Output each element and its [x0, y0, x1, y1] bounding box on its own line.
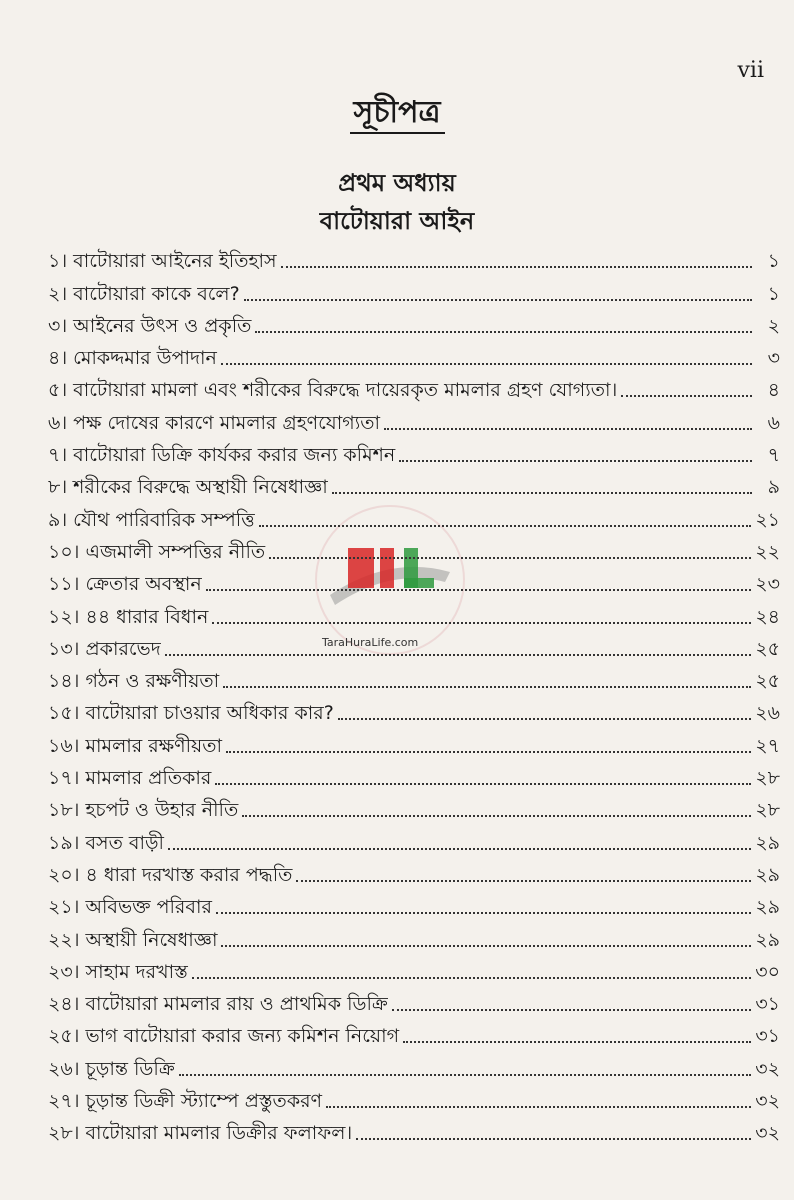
toc-entry-page: ৩০: [755, 960, 780, 983]
toc-entry-title: গঠন ও রক্ষণীয়তা: [85, 670, 220, 693]
toc-entry: [48, 694, 780, 726]
toc-entry-number: ২৫।: [48, 1025, 80, 1048]
toc-entry-number: ২১।: [48, 896, 80, 919]
toc-entry-title: বাটোয়ারা আইনের ইতিহাস: [73, 250, 277, 273]
toc-entry-title: হচপট ও উহার নীতি: [85, 799, 239, 822]
toc-entry-number: ২০।: [48, 863, 80, 886]
toc-leader-dots: [168, 848, 751, 850]
toc-entry-page: ২৪: [755, 605, 780, 628]
toc-entry-title: বাটোয়ারা মামলা এবং শরীকের বিরুদ্ধে দায়েরকৃত মামলার গ্রহণ যোগ্যতা।: [73, 379, 618, 402]
toc-leader-dots: [215, 783, 751, 785]
toc-entry-page: ৩২: [755, 1122, 780, 1145]
toc-entry-number: ১৮।: [48, 799, 80, 822]
toc-entry: [48, 565, 780, 597]
toc-entry-page: ২১: [755, 508, 780, 531]
toc-entry-title: বাটোয়ারা ডিক্রি কার্যকর করার জন্য কমিশন: [73, 444, 396, 467]
toc-entry-title: আইনের উৎস ও প্রকৃতি: [73, 314, 252, 337]
toc-entry-number: ১৭।: [48, 767, 80, 790]
toc-leader-dots: [255, 331, 752, 333]
toc-entry-number: ২৩।: [48, 960, 80, 983]
toc-entry: [48, 662, 780, 694]
toc-entry-title: ক্রেতার অবস্থান: [85, 573, 202, 596]
toc-entry-page: ২: [767, 314, 780, 337]
toc-entry-number: ২৮।: [48, 1122, 80, 1145]
toc-leader-dots: [399, 460, 752, 462]
toc-leader-dots: [281, 266, 752, 268]
toc-leader-dots: [165, 654, 752, 656]
toc-entry: [48, 759, 780, 791]
toc-entry: [48, 630, 780, 662]
toc-entry-number: ১০।: [48, 540, 80, 563]
toc-leader-dots: [269, 557, 751, 559]
toc-entry: [48, 985, 780, 1017]
toc-entry-number: ৮।: [48, 476, 68, 499]
toc-entry-number: ১৯।: [48, 831, 80, 854]
toc-entry-page: ৬: [767, 411, 780, 434]
toc-entry-number: ১৬।: [48, 734, 80, 757]
toc-leader-dots: [259, 525, 752, 527]
toc-leader-dots: [403, 1041, 751, 1043]
toc-entry-page: ২৯: [755, 863, 780, 886]
toc-leader-dots: [392, 1009, 752, 1011]
toc-entry: [48, 888, 780, 920]
page-number: vii: [737, 58, 764, 83]
toc-leader-dots: [296, 880, 751, 882]
toc-leader-dots: [338, 718, 751, 720]
page-title: [0, 88, 794, 139]
toc-entry-title: মোকদ্দমার উপাদান: [73, 347, 217, 370]
toc-entry: [48, 307, 780, 339]
toc-entry: [48, 597, 780, 629]
toc-entry-page: ২৭: [755, 734, 780, 757]
toc-entry-title: বাটোয়ারা মামলার রায় ও প্রাথমিক ডিক্রি: [85, 993, 388, 1016]
toc-entry-title: অবিভক্ত পরিবার: [85, 896, 212, 919]
toc-entry-page: ৩: [767, 347, 780, 370]
toc-entry-number: ২৬।: [48, 1057, 80, 1080]
toc-leader-dots: [332, 492, 752, 494]
toc-entry-number: ৩।: [48, 314, 68, 337]
toc-entry: [48, 242, 780, 274]
toc-entry-number: ২৪।: [48, 993, 80, 1016]
toc-entry-title: বাটোয়ারা কাকে বলে?: [73, 282, 240, 305]
watermark-text: TaraHuraLife.com: [322, 636, 419, 649]
toc-entry-number: ১।: [48, 250, 68, 273]
toc-leader-dots: [226, 751, 751, 753]
toc-entry-number: ১৩।: [48, 637, 80, 660]
toc-leader-dots: [179, 1074, 752, 1076]
toc-entry-number: ৫।: [48, 379, 68, 402]
toc-entry-page: ২৯: [755, 831, 780, 854]
toc-entry-page: ২২: [755, 540, 780, 563]
toc-entry-title: এজমালী সম্পত্তির নীতি: [85, 540, 266, 563]
toc-entry-number: ৪।: [48, 347, 68, 370]
toc-entry-title: ৪ ধারা দরখাস্ত করার পদ্ধতি: [85, 863, 293, 886]
toc-entry: [48, 274, 780, 306]
toc-entry: [48, 791, 780, 823]
toc-entry: [48, 1017, 780, 1049]
toc-entry-title: বাটোয়ারা চাওয়ার অধিকার কার?: [85, 702, 334, 725]
chapter-heading: প্রথম অধ্যায়: [338, 169, 456, 197]
toc-entry-title: সাহাম দরখাস্ত: [85, 960, 188, 983]
toc-entry-title: বসত বাড়ী: [85, 831, 164, 854]
toc-entry-page: ২৫: [755, 637, 780, 660]
toc-entry-page: ১: [767, 282, 780, 305]
toc-entry-number: ৭।: [48, 444, 68, 467]
toc-entry-title: চূড়ান্ত ডিক্রি: [85, 1057, 175, 1080]
toc-entry-number: ১২।: [48, 605, 80, 628]
toc-entry: [48, 468, 780, 500]
toc-entry-page: ৯: [767, 476, 780, 499]
toc-entry-title: মামলার রক্ষণীয়তা: [85, 734, 222, 757]
toc-entry-page: ২৩: [755, 573, 780, 596]
toc-entry-title: চূড়ান্ত ডিক্রী স্ট্যাম্পে প্রস্তুতকরণ: [85, 1090, 323, 1113]
toc-entry-title: বাটোয়ারা মামলার ডিক্রীর ফলাফল।: [85, 1122, 353, 1145]
toc-leader-dots: [221, 945, 751, 947]
toc-entry: [48, 403, 780, 435]
toc-entry-page: ২৬: [755, 702, 780, 725]
toc-entry-number: ১৪।: [48, 670, 80, 693]
toc-entry-page: ২৯: [755, 928, 780, 951]
toc-entry: [48, 920, 780, 952]
toc-entry-page: ৩১: [755, 993, 780, 1016]
toc-leader-dots: [192, 977, 752, 979]
toc-entry-number: ৯।: [48, 508, 68, 531]
toc-entry-page: ২৮: [755, 799, 780, 822]
toc-entry-title: যৌথ পারিবারিক সম্পত্তি: [73, 508, 255, 531]
toc-leader-dots: [206, 589, 752, 591]
toc-entry-page: ২৯: [755, 896, 780, 919]
toc-entry: [48, 339, 780, 371]
toc-entry: [48, 856, 780, 888]
toc-entry-title: পক্ষ দোষের কারণে মামলার গ্রহণযোগ্যতা: [73, 411, 380, 434]
toc-entry-number: ২৭।: [48, 1090, 80, 1113]
toc-entry: [48, 533, 780, 565]
section-heading: বাটোয়ারা আইন: [319, 207, 475, 235]
toc-entry: [48, 1049, 780, 1081]
toc-leader-dots: [216, 912, 751, 914]
toc-entry-number: ২।: [48, 282, 68, 305]
toc-leader-dots: [221, 363, 752, 365]
toc-entry-page: ৩২: [755, 1090, 780, 1113]
toc-entry: [48, 1082, 780, 1114]
toc-entry: [48, 953, 780, 985]
toc-entry-title: ৪৪ ধারার বিধান: [85, 605, 209, 628]
toc-leader-dots: [621, 395, 752, 397]
toc-entry-page: ৪: [767, 379, 780, 402]
toc-entry-title: শরীকের বিরুদ্ধে অস্থায়ী নিষেধাজ্ঞা: [73, 476, 328, 499]
toc-entry-title: ভাগ বাটোয়ারা করার জন্য কমিশন নিয়োগ: [85, 1025, 400, 1048]
table-of-contents: [48, 242, 780, 1146]
toc-entry-title: প্রকারভেদ: [85, 637, 161, 660]
toc-entry-title: অস্থায়ী নিষেধাজ্ঞা: [85, 928, 218, 951]
toc-entry: [48, 371, 780, 403]
toc-leader-dots: [326, 1106, 751, 1108]
toc-entry-number: ৬।: [48, 411, 68, 434]
toc-leader-dots: [384, 428, 752, 430]
toc-entry-number: ১৫।: [48, 702, 80, 725]
toc-entry-number: ২২।: [48, 928, 80, 951]
toc-leader-dots: [223, 686, 751, 688]
toc-entry: [48, 436, 780, 468]
toc-entry-page: ৩১: [755, 1025, 780, 1048]
toc-entry: [48, 500, 780, 532]
toc-entry-page: ২৮: [755, 767, 780, 790]
toc-leader-dots: [242, 815, 751, 817]
toc-entry: [48, 823, 780, 855]
toc-leader-dots: [244, 299, 752, 301]
toc-leader-dots: [212, 622, 751, 624]
toc-entry-page: ৩২: [755, 1057, 780, 1080]
toc-entry-page: ১: [767, 250, 780, 273]
toc-entry: [48, 1114, 780, 1146]
toc-entry-number: ১১।: [48, 573, 80, 596]
toc-entry-title: মামলার প্রতিকার: [85, 767, 212, 790]
toc-entry: [48, 726, 780, 758]
toc-entry-page: ৭: [767, 444, 780, 467]
toc-leader-dots: [356, 1138, 751, 1140]
toc-entry-page: ২৫: [755, 670, 780, 693]
title-text: সূচীপত্র: [350, 95, 445, 134]
